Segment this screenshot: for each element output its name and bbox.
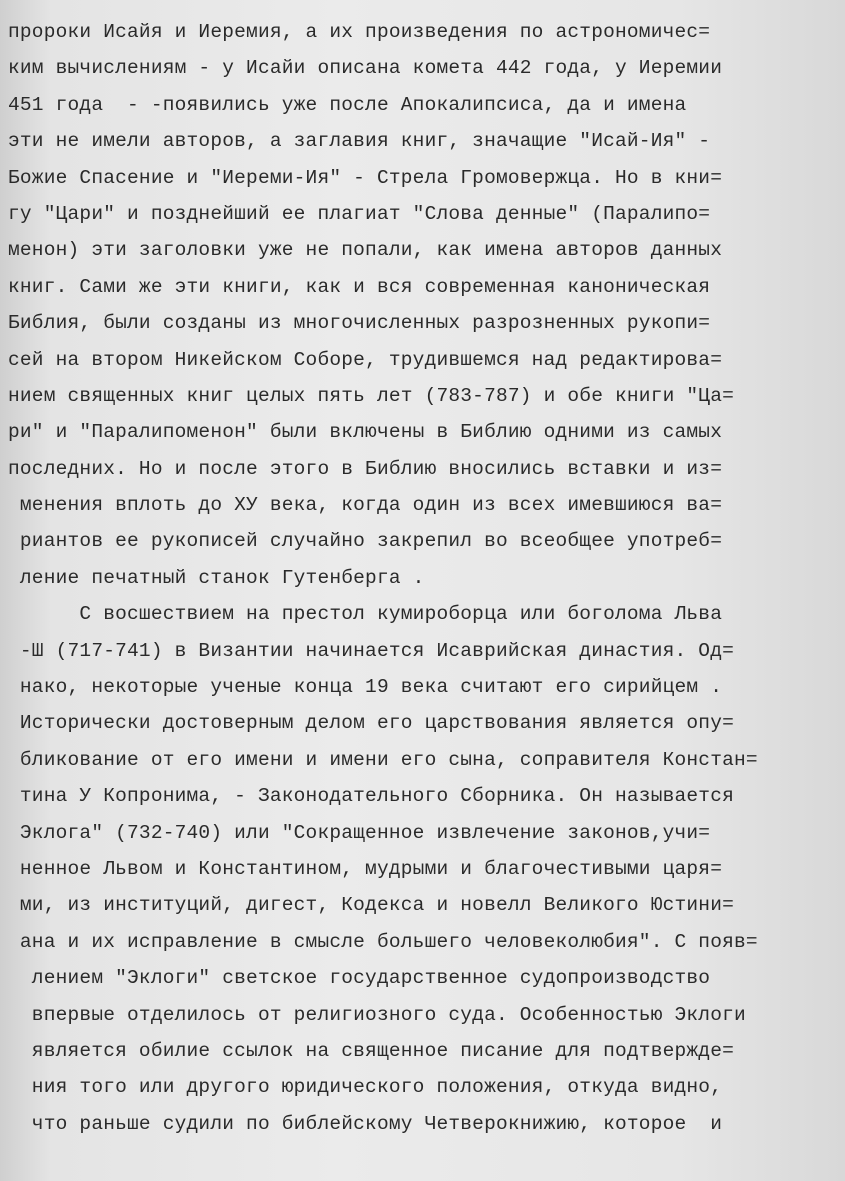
text-line: -Ш (717-741) в Византии начинается Исаврийская династия. Од=: [8, 639, 735, 662]
text-line: книг. Сами же эти книги, как и вся современная каноническая: [8, 275, 711, 298]
text-line: риантов ее рукописей случайно закрепил во всеобщее употреб=: [8, 530, 723, 553]
text-line: 451 года - -появились уже после Апокалипсиса, да и имена: [8, 93, 687, 116]
text-line: впервые отделилось от религиозного суда. Особенностью Эклоги: [8, 1003, 746, 1026]
text-line: Эклога" (732-740) или "Сокращенное извлечение законов,учи=: [8, 821, 711, 844]
text-line: менения вплоть до ХУ века, когда один из всех имевшиюся ва=: [8, 494, 723, 517]
text-line: ненное Львом и Константином, мудрыми и благочестивыми царя=: [8, 857, 723, 880]
text-line: пророки Исайя и Иеремия, а их произведения по астрономичес=: [8, 21, 711, 43]
text-line: гу "Цари" и позднейший ее плагиат "Слова денные" (Паралипо=: [8, 202, 711, 225]
text-line: эти не имели авторов, а заглавия книг, значащие "Исай-Ия" -: [8, 130, 711, 153]
text-line: С восшествием на престол кумироборца или боголома Льва: [8, 603, 723, 626]
text-line: менон) эти заголовки уже не попали, как имена авторов данных: [8, 239, 723, 262]
text-line: нако, некоторые ученые конца 19 века считают его сирийцем .: [8, 676, 723, 699]
text-line: сей на втором Никейском Соборе, трудившемся над редактирова=: [8, 348, 723, 371]
text-line: Исторически достоверным делом его царствования является опу=: [8, 712, 735, 735]
text-line: ния того или другого юридического положения, откуда видно,: [8, 1076, 723, 1099]
text-line: ким вычислениям - у Исайи описана комета 442 года, у Иеремии: [8, 57, 723, 80]
text-line: последних. Но и после этого в Библию вносились вставки и из=: [8, 457, 723, 480]
text-line: лением "Эклоги" светское государственное судопроизводство: [8, 967, 711, 990]
text-line: нием священных книг целых пять лет (783-787) и обе книги "Ца=: [8, 384, 735, 407]
text-line: Божие Спасение и "Иереми-Ия" - Стрела Громовержца. Но в кни=: [8, 166, 723, 189]
text-line: ление печатный станок Гутенберга .: [8, 566, 425, 589]
text-line: Библия, были созданы из многочисленных разрозненных рукопи=: [8, 312, 711, 335]
text-line: что раньше судили по библейскому Четверокнижию, которое и: [8, 1112, 723, 1135]
text-line: бликование от его имени и имени его сына, соправителя Констан=: [8, 748, 758, 771]
text-line: ана и их исправление в смысле большего человеколюбия". С появ=: [8, 930, 758, 953]
text-line: ри" и "Паралипоменон" были включены в Библию одними из самых: [8, 421, 723, 444]
text-line: является обилие ссылок на священное писание для подтвержде=: [8, 1039, 735, 1062]
page-text: [8, 14, 838, 1142]
text-line: ми, из институций, дигест, Кодекса и новелл Великого Юстини=: [8, 894, 735, 917]
text-line: тина У Копронима, - Законодательного Сборника. Он называется: [8, 785, 735, 808]
